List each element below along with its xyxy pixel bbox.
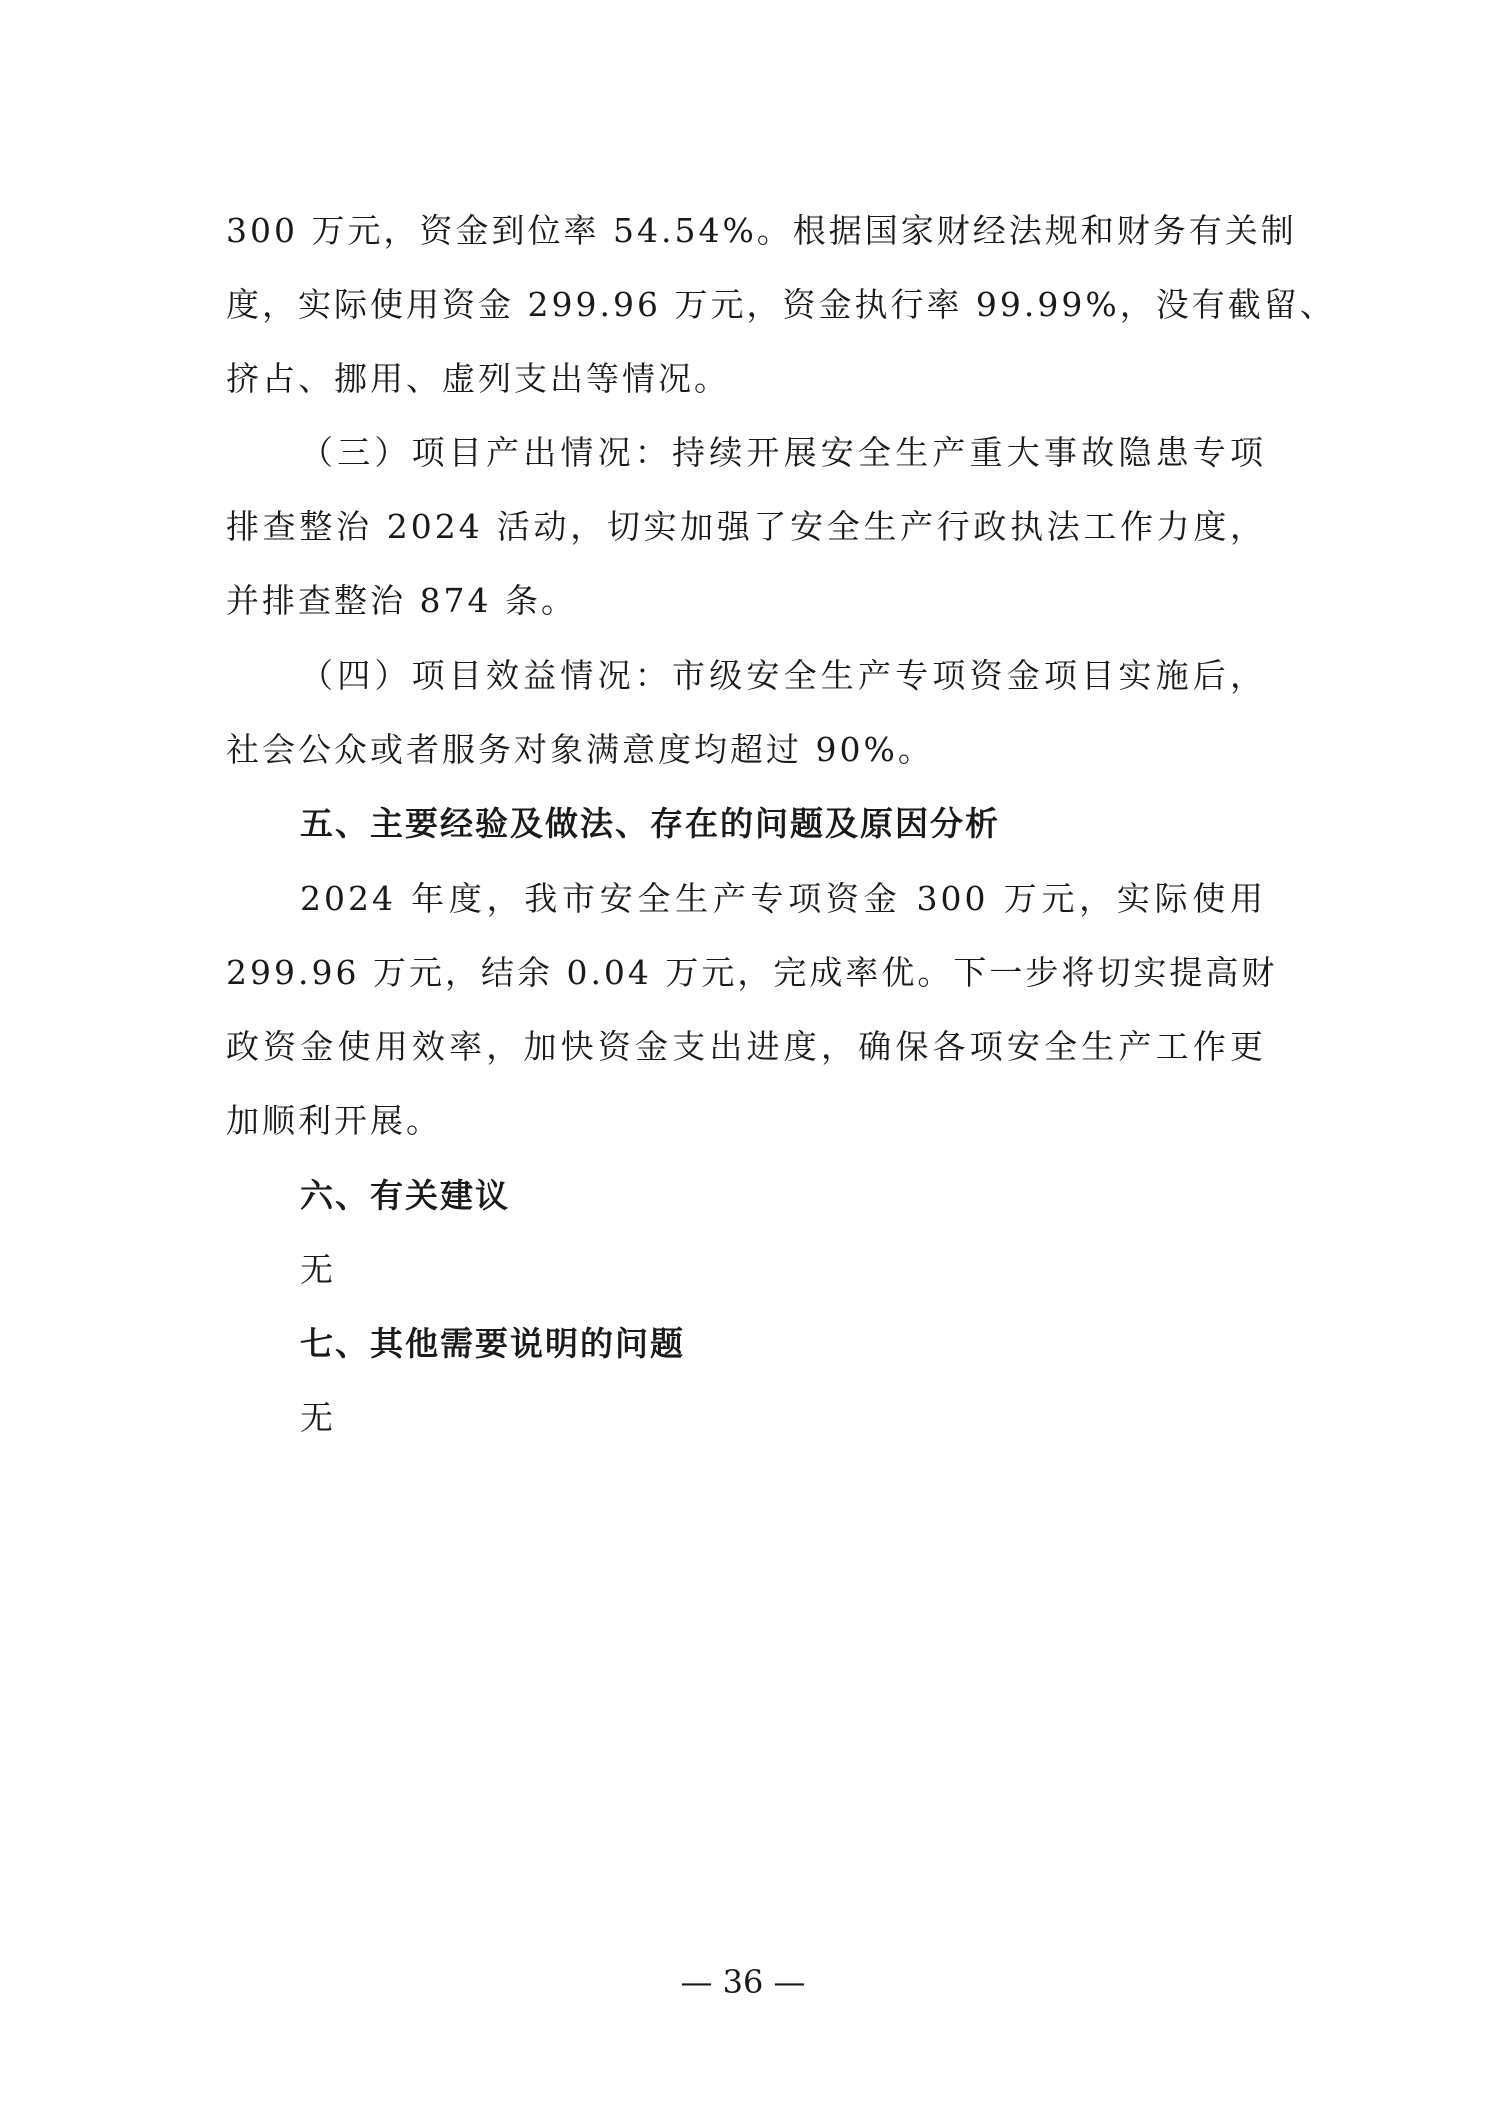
benefit-paragraph-line-1: （四）项目效益情况：市级安全生产专项资金项目实施后，	[300, 656, 1266, 695]
section-5-paragraph-line-4: 加顺利开展。	[226, 1101, 442, 1140]
section-5-heading: 五、主要经验及做法、存在的问题及原因分析	[300, 804, 1000, 843]
section-7-body: 无	[300, 1398, 336, 1437]
funding-paragraph-line-1: 300 万元，资金到位率 54.54%。根据国家财经法规和财务有关制	[226, 211, 1297, 250]
section-6-heading: 六、有关建议	[300, 1176, 510, 1215]
section-5-paragraph-line-1: 2024 年度，我市安全生产专项资金 300 万元，实际使用	[300, 879, 1266, 918]
section-7-heading: 七、其他需要说明的问题	[300, 1324, 685, 1363]
benefit-paragraph-line-2: 社会公众或者服务对象满意度均超过 90%。	[226, 730, 934, 769]
output-paragraph-line-3: 并排查整治 874 条。	[226, 581, 577, 620]
section-6-body: 无	[300, 1250, 336, 1289]
output-paragraph-line-1: （三）项目产出情况：持续开展安全生产重大事故隐患专项	[300, 433, 1266, 472]
output-paragraph-line-2: 排查整治 2024 活动，切实加强了安全生产行政执法工作力度，	[226, 507, 1266, 546]
funding-paragraph-line-3: 挤占、挪用、虚列支出等情况。	[226, 359, 730, 398]
section-5-paragraph-line-3: 政资金使用效率，加快资金支出进度，确保各项安全生产工作更	[226, 1027, 1266, 1066]
page-number: — 36 —	[680, 1963, 806, 2001]
funding-paragraph-line-2: 度，实际使用资金 299.96 万元，资金执行率 99.99%，没有截留、	[226, 285, 1336, 324]
section-5-paragraph-line-2: 299.96 万元，结余 0.04 万元，完成率优。下一步将切实提高财	[226, 953, 1278, 992]
